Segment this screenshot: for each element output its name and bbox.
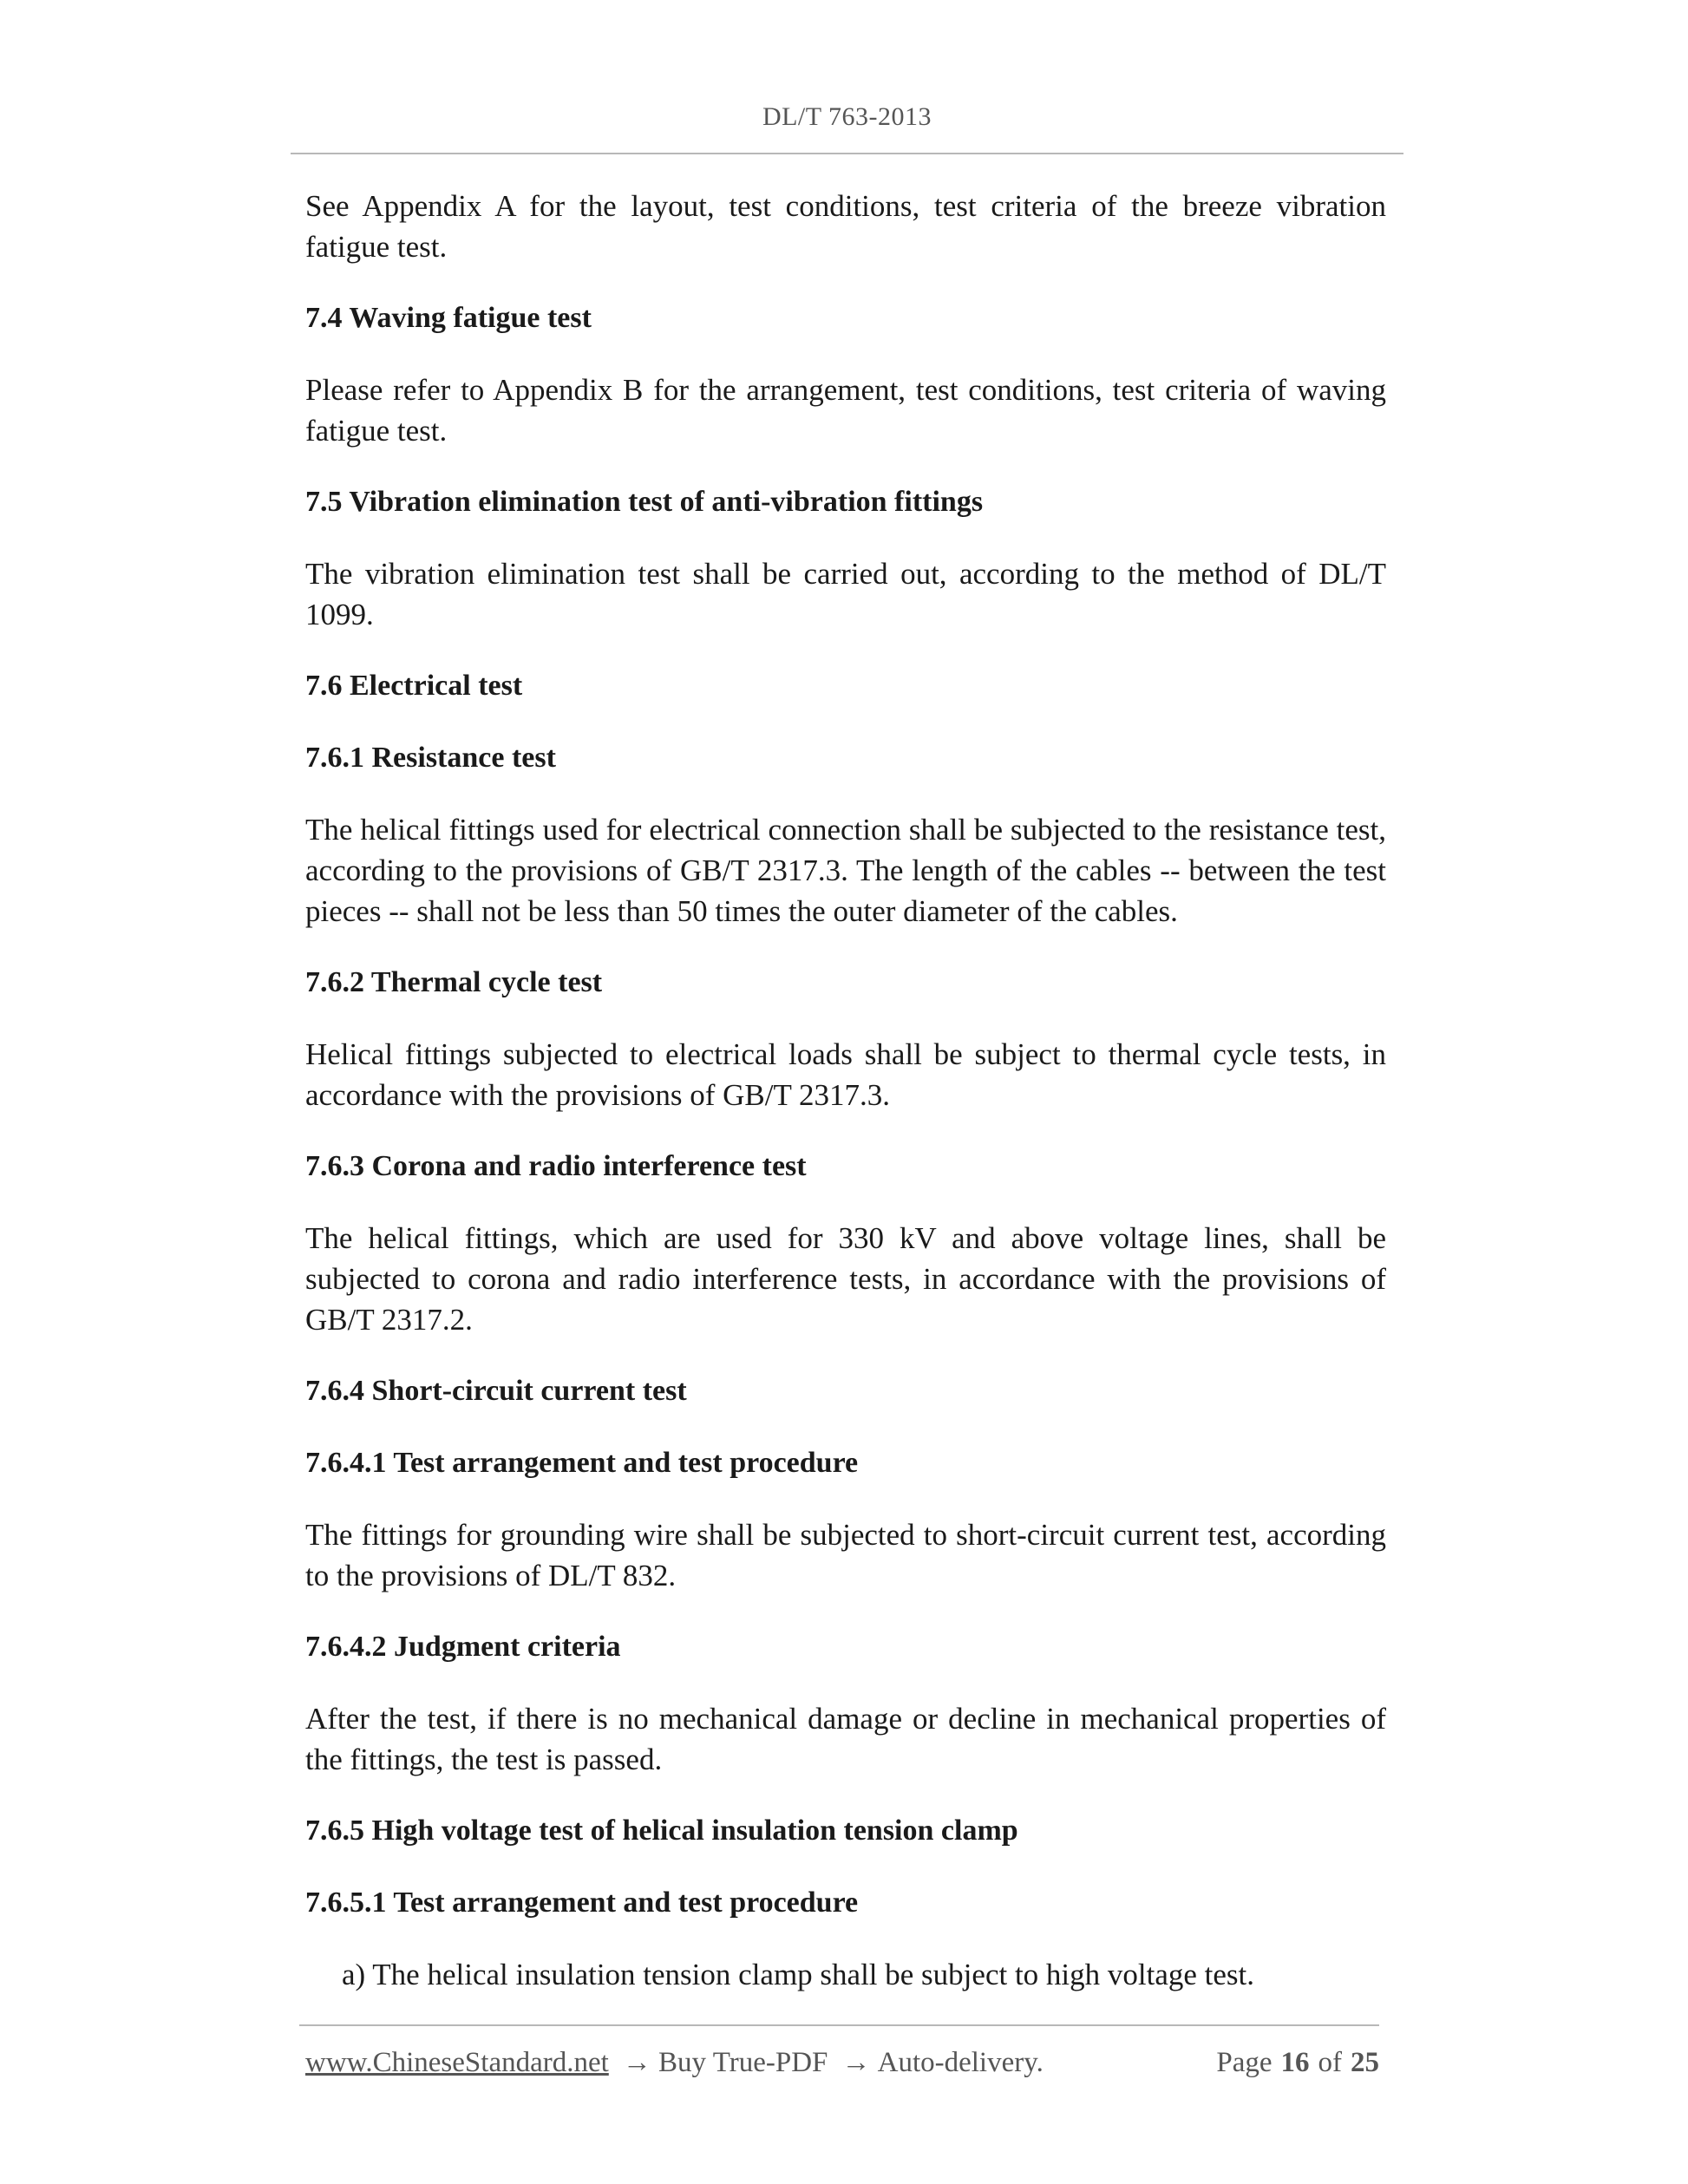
- total-page-number: 25: [1351, 2047, 1379, 2078]
- paragraph-grounding-wire: [305, 1514, 1386, 1596]
- of-label: of: [1318, 2047, 1342, 2078]
- section-heading: 7.6.1 Resistance test: [305, 742, 556, 774]
- header-divider: [291, 153, 1403, 154]
- section-heading: 7.6.5 High voltage test of helical insulation tension clamp: [305, 1815, 1018, 1847]
- section-heading: 7.6.2 Thermal cycle test: [305, 966, 603, 998]
- arrow-right-icon: →: [623, 2047, 652, 2078]
- document-id-header: DL/T 763-2013: [762, 102, 932, 131]
- body-paragraph: The fittings for grounding wire shall be subjected to short-circuit current test, according to the provisions of DL/T 832.: [305, 1518, 1386, 1592]
- body-paragraph: The helical fittings used for electrical connection shall be subjected to the resistance test, according to the provisions of GB/T 2317.3. The length of the cables -- between the test pieces -- shall not be less than 50 times the outer diameter of the cables.: [305, 813, 1386, 928]
- section-heading: 7.6 Electrical test: [305, 670, 523, 702]
- buy-pdf-text: Buy True-PDF: [658, 2047, 828, 2078]
- section-heading: 7.4 Waving fatigue test: [305, 302, 592, 334]
- section-heading: 7.6.3 Corona and radio interference test: [305, 1150, 807, 1182]
- paragraph-breeze-appendix: [305, 186, 1386, 267]
- heading-7-6-4-1: [305, 1442, 1386, 1483]
- paragraph-waving-appendix: [305, 369, 1386, 451]
- body-paragraph: See Appendix A for the layout, test conditions, test criteria of the breeze vibration fatigue test.: [305, 189, 1386, 264]
- section-heading: 7.6.4.2 Judgment criteria: [305, 1631, 621, 1663]
- section-heading: 7.6.4.1 Test arrangement and test procedure: [305, 1447, 859, 1479]
- section-heading: 7.5 Vibration elimination test of anti-vibration fittings: [305, 486, 984, 518]
- page-counter: [1216, 2047, 1379, 2079]
- body-paragraph: The helical fittings, which are used for 330 kV and above voltage lines, shall be subjected to corona and radio interference tests, in accordance with the provisions of GB/T 2317.2.: [305, 1221, 1386, 1337]
- body-paragraph: Helical fittings subjected to electrical loads shall be subject to thermal cycle tests, in accordance with the provisions of GB/T 2317.3.: [305, 1037, 1386, 1112]
- heading-7-6-3: [305, 1146, 1386, 1187]
- paragraph-judgment: [305, 1698, 1386, 1780]
- footer-promo: [305, 2047, 1044, 2079]
- heading-7-6-5: [305, 1810, 1386, 1851]
- footer-divider: [299, 2024, 1379, 2026]
- heading-7-4: [305, 298, 1386, 338]
- heading-7-6-5-1: [305, 1882, 1386, 1923]
- list-item-a: [305, 1954, 1386, 1995]
- heading-7-6-2: [305, 962, 1386, 1003]
- body-paragraph: After the test, if there is no mechanical damage or decline in mechanical properties of the fittings, the test is passed.: [305, 1702, 1386, 1776]
- paragraph-corona: [305, 1218, 1386, 1340]
- page-label: Page: [1216, 2047, 1273, 2078]
- arrow-right-icon: →: [841, 2047, 871, 2078]
- list-item-text: a) The helical insulation tension clamp shall be subject to high voltage test.: [342, 1958, 1255, 1991]
- body-paragraph: The vibration elimination test shall be carried out, according to the method of DL/T 1099.: [305, 557, 1386, 631]
- body-paragraph: Please refer to Appendix B for the arrangement, test conditions, test criteria of waving fatigue test.: [305, 373, 1386, 448]
- section-heading: 7.6.4 Short-circuit current test: [305, 1375, 687, 1407]
- heading-7-5: [305, 481, 1386, 522]
- heading-7-6-4: [305, 1370, 1386, 1411]
- paragraph-resistance-test: [305, 809, 1386, 932]
- paragraph-vibration-elimination: [305, 553, 1386, 635]
- section-heading: 7.6.5.1 Test arrangement and test procedure: [305, 1886, 859, 1919]
- current-page-number: 16: [1280, 2047, 1310, 2078]
- site-link[interactable]: www.ChineseStandard.net: [305, 2047, 609, 2078]
- paragraph-thermal-cycle: [305, 1034, 1386, 1115]
- heading-7-6-4-2: [305, 1626, 1386, 1667]
- heading-7-6: [305, 665, 1386, 706]
- heading-7-6-1: [305, 737, 1386, 778]
- auto-delivery-text: Auto-delivery.: [877, 2047, 1044, 2078]
